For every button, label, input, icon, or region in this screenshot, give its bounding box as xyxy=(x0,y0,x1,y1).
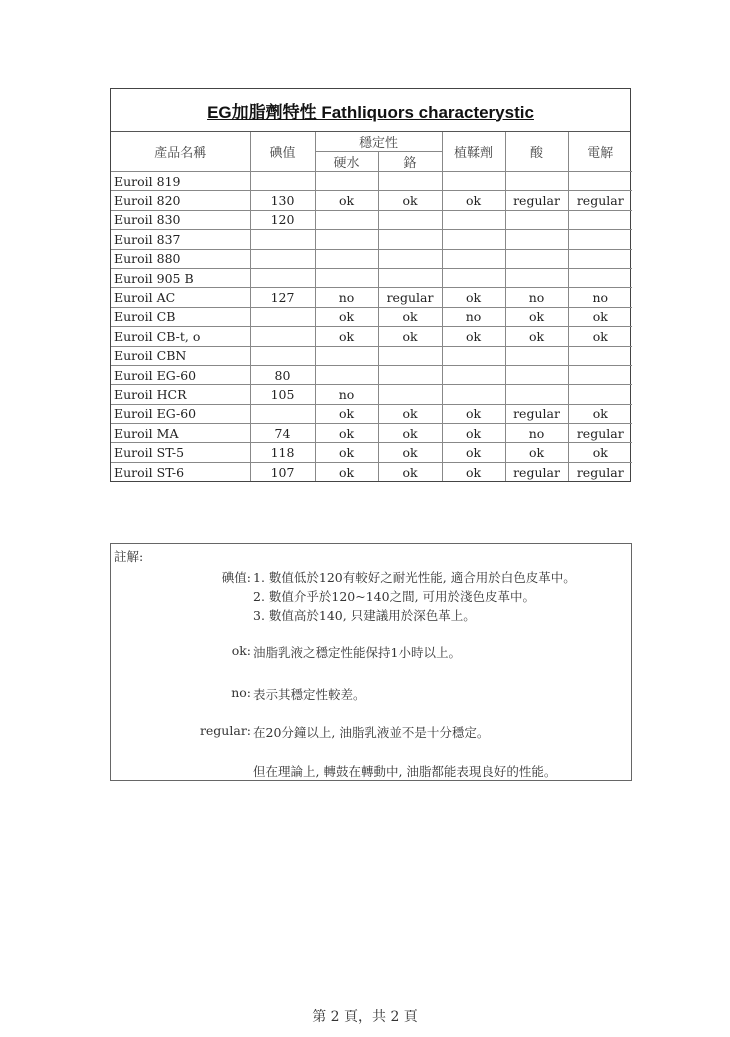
cell-acid xyxy=(505,365,568,384)
cell-name: Euroil EG-60 xyxy=(111,365,250,384)
header-electrolyte: 電解 xyxy=(568,132,632,172)
header-vegetable-tanning: 植鞣劑 xyxy=(442,132,505,172)
cell-hard-water: ok xyxy=(315,424,378,443)
note-key-ok: ok: xyxy=(231,643,251,658)
note-regular-text: 在20分鐘以上, 油脂乳液並不是十分穩定。 xyxy=(253,725,490,740)
cell-name: Euroil HCR xyxy=(111,385,250,404)
cell-electrolyte xyxy=(568,268,632,287)
cell-acid xyxy=(505,346,568,365)
cell-name: Euroil 830 xyxy=(111,210,250,229)
cell-vegetable-tanning xyxy=(442,249,505,268)
note-ok-text: 油脂乳液之穩定性能保持1小時以上。 xyxy=(253,645,461,660)
cell-acid xyxy=(505,210,568,229)
table-row xyxy=(111,249,632,268)
cell-name: Euroil 819 xyxy=(111,172,250,191)
cell-iodine: 74 xyxy=(250,424,315,443)
table-row xyxy=(111,230,632,249)
fatliquor-table-panel xyxy=(110,88,631,482)
cell-chrome: ok xyxy=(378,191,442,210)
cell-acid: regular xyxy=(505,462,568,481)
note-key-iodine: 碘值: xyxy=(221,570,251,585)
cell-chrome: ok xyxy=(378,462,442,481)
note-iodine-line-2: 2. 數值介乎於120~140之間, 可用於淺色皮革中。 xyxy=(253,589,536,604)
header-stability: 穩定性 xyxy=(315,132,442,152)
cell-electrolyte xyxy=(568,172,632,191)
cell-name: Euroil ST-5 xyxy=(111,443,250,462)
cell-name: Euroil MA xyxy=(111,424,250,443)
header-row-1 xyxy=(111,132,632,152)
cell-acid: regular xyxy=(505,404,568,423)
cell-iodine xyxy=(250,172,315,191)
cell-hard-water xyxy=(315,210,378,229)
cell-name: Euroil CBN xyxy=(111,346,250,365)
cell-vegetable-tanning: ok xyxy=(442,424,505,443)
table-row xyxy=(111,462,632,481)
cell-iodine xyxy=(250,249,315,268)
cell-chrome xyxy=(378,346,442,365)
cell-vegetable-tanning: ok xyxy=(442,191,505,210)
cell-chrome: ok xyxy=(378,307,442,326)
cell-name: Euroil AC xyxy=(111,288,250,307)
cell-vegetable-tanning xyxy=(442,230,505,249)
cell-electrolyte: ok xyxy=(568,327,632,346)
note-key-regular: regular: xyxy=(199,723,251,738)
cell-iodine: 107 xyxy=(250,462,315,481)
cell-vegetable-tanning: ok xyxy=(442,288,505,307)
cell-acid: regular xyxy=(505,191,568,210)
note-iodine-line-1: 1. 數值低於120有較好之耐光性能, 適合用於白色皮革中。 xyxy=(253,570,576,585)
cell-chrome: ok xyxy=(378,404,442,423)
notes-panel xyxy=(110,543,632,781)
cell-electrolyte xyxy=(568,346,632,365)
note-no-text: 表示其穩定性較差。 xyxy=(253,687,366,702)
cell-electrolyte xyxy=(568,249,632,268)
cell-vegetable-tanning: ok xyxy=(442,443,505,462)
cell-chrome xyxy=(378,172,442,191)
cell-hard-water xyxy=(315,249,378,268)
table-title-row xyxy=(111,89,630,132)
cell-vegetable-tanning: ok xyxy=(442,404,505,423)
cell-name: Euroil 820 xyxy=(111,191,250,210)
cell-chrome xyxy=(378,268,442,287)
cell-hard-water xyxy=(315,268,378,287)
cell-vegetable-tanning xyxy=(442,365,505,384)
cell-iodine: 118 xyxy=(250,443,315,462)
cell-iodine: 120 xyxy=(250,210,315,229)
cell-name: Euroil 880 xyxy=(111,249,250,268)
cell-chrome: regular xyxy=(378,288,442,307)
cell-vegetable-tanning xyxy=(442,268,505,287)
cell-iodine: 130 xyxy=(250,191,315,210)
header-chrome: 鉻 xyxy=(378,152,442,172)
cell-acid: no xyxy=(505,288,568,307)
header-hard-water: 硬水 xyxy=(315,152,378,172)
cell-chrome xyxy=(378,210,442,229)
cell-acid: no xyxy=(505,424,568,443)
cell-electrolyte: no xyxy=(568,288,632,307)
cell-hard-water: ok xyxy=(315,191,378,210)
table-row xyxy=(111,288,632,307)
cell-iodine: 105 xyxy=(250,385,315,404)
cell-electrolyte: regular xyxy=(568,191,632,210)
cell-electrolyte: ok xyxy=(568,307,632,326)
cell-hard-water: ok xyxy=(315,462,378,481)
note-regular-extra: 但在理論上, 轉鼓在轉動中, 油脂都能表現良好的性能。 xyxy=(253,764,557,779)
cell-electrolyte xyxy=(568,365,632,384)
table-row xyxy=(111,327,632,346)
cell-acid: ok xyxy=(505,443,568,462)
cell-hard-water: no xyxy=(315,288,378,307)
table-body xyxy=(111,172,632,482)
table-row xyxy=(111,191,632,210)
cell-acid xyxy=(505,268,568,287)
header-product: 產品名稱 xyxy=(111,132,250,172)
cell-iodine: 80 xyxy=(250,365,315,384)
cell-hard-water: ok xyxy=(315,404,378,423)
cell-iodine xyxy=(250,346,315,365)
cell-electrolyte: regular xyxy=(568,424,632,443)
table-row xyxy=(111,346,632,365)
cell-vegetable-tanning xyxy=(442,385,505,404)
header-iodine: 碘值 xyxy=(250,132,315,172)
cell-acid xyxy=(505,172,568,191)
cell-chrome: ok xyxy=(378,424,442,443)
cell-acid xyxy=(505,385,568,404)
cell-vegetable-tanning xyxy=(442,210,505,229)
note-key-no: no: xyxy=(231,685,251,700)
cell-vegetable-tanning: ok xyxy=(442,462,505,481)
cell-chrome xyxy=(378,249,442,268)
cell-vegetable-tanning xyxy=(442,346,505,365)
cell-name: Euroil 905 B xyxy=(111,268,250,287)
cell-iodine xyxy=(250,404,315,423)
cell-name: Euroil CB xyxy=(111,307,250,326)
cell-iodine xyxy=(250,230,315,249)
cell-vegetable-tanning: no xyxy=(442,307,505,326)
cell-iodine xyxy=(250,307,315,326)
cell-name: Euroil 837 xyxy=(111,230,250,249)
cell-electrolyte: regular xyxy=(568,462,632,481)
cell-electrolyte: ok xyxy=(568,404,632,423)
cell-electrolyte: ok xyxy=(568,443,632,462)
cell-iodine xyxy=(250,268,315,287)
table-row xyxy=(111,385,632,404)
cell-chrome: ok xyxy=(378,327,442,346)
cell-acid: ok xyxy=(505,327,568,346)
cell-electrolyte xyxy=(568,230,632,249)
cell-name: Euroil CB-t, o xyxy=(111,327,250,346)
cell-electrolyte xyxy=(568,210,632,229)
cell-electrolyte xyxy=(568,385,632,404)
header-acid: 酸 xyxy=(505,132,568,172)
table-row xyxy=(111,210,632,229)
cell-hard-water xyxy=(315,172,378,191)
notes-heading: 註解: xyxy=(114,549,144,564)
cell-iodine: 127 xyxy=(250,288,315,307)
cell-acid: ok xyxy=(505,307,568,326)
page-footer: 第 2 頁，共 2 頁 xyxy=(312,1009,418,1025)
table-row xyxy=(111,404,632,423)
table-row xyxy=(111,424,632,443)
cell-chrome xyxy=(378,385,442,404)
cell-acid xyxy=(505,230,568,249)
cell-hard-water xyxy=(315,365,378,384)
cell-hard-water: no xyxy=(315,385,378,404)
cell-hard-water xyxy=(315,346,378,365)
cell-vegetable-tanning: ok xyxy=(442,327,505,346)
cell-chrome xyxy=(378,230,442,249)
table-row xyxy=(111,172,632,191)
fatliquor-table xyxy=(111,132,632,481)
cell-name: Euroil ST-6 xyxy=(111,462,250,481)
table-title: EG加脂劑特性 Fathliquors characterystic xyxy=(207,102,534,122)
cell-iodine xyxy=(250,327,315,346)
cell-hard-water: ok xyxy=(315,443,378,462)
cell-hard-water: ok xyxy=(315,307,378,326)
note-iodine-line-3: 3. 數值高於140, 只建議用於深色革上。 xyxy=(253,608,476,623)
cell-hard-water xyxy=(315,230,378,249)
table-row xyxy=(111,443,632,462)
cell-chrome xyxy=(378,365,442,384)
table-row xyxy=(111,365,632,384)
cell-vegetable-tanning xyxy=(442,172,505,191)
table-row xyxy=(111,268,632,287)
cell-chrome: ok xyxy=(378,443,442,462)
table-row xyxy=(111,307,632,326)
cell-name: Euroil EG-60 xyxy=(111,404,250,423)
cell-acid xyxy=(505,249,568,268)
cell-hard-water: ok xyxy=(315,327,378,346)
